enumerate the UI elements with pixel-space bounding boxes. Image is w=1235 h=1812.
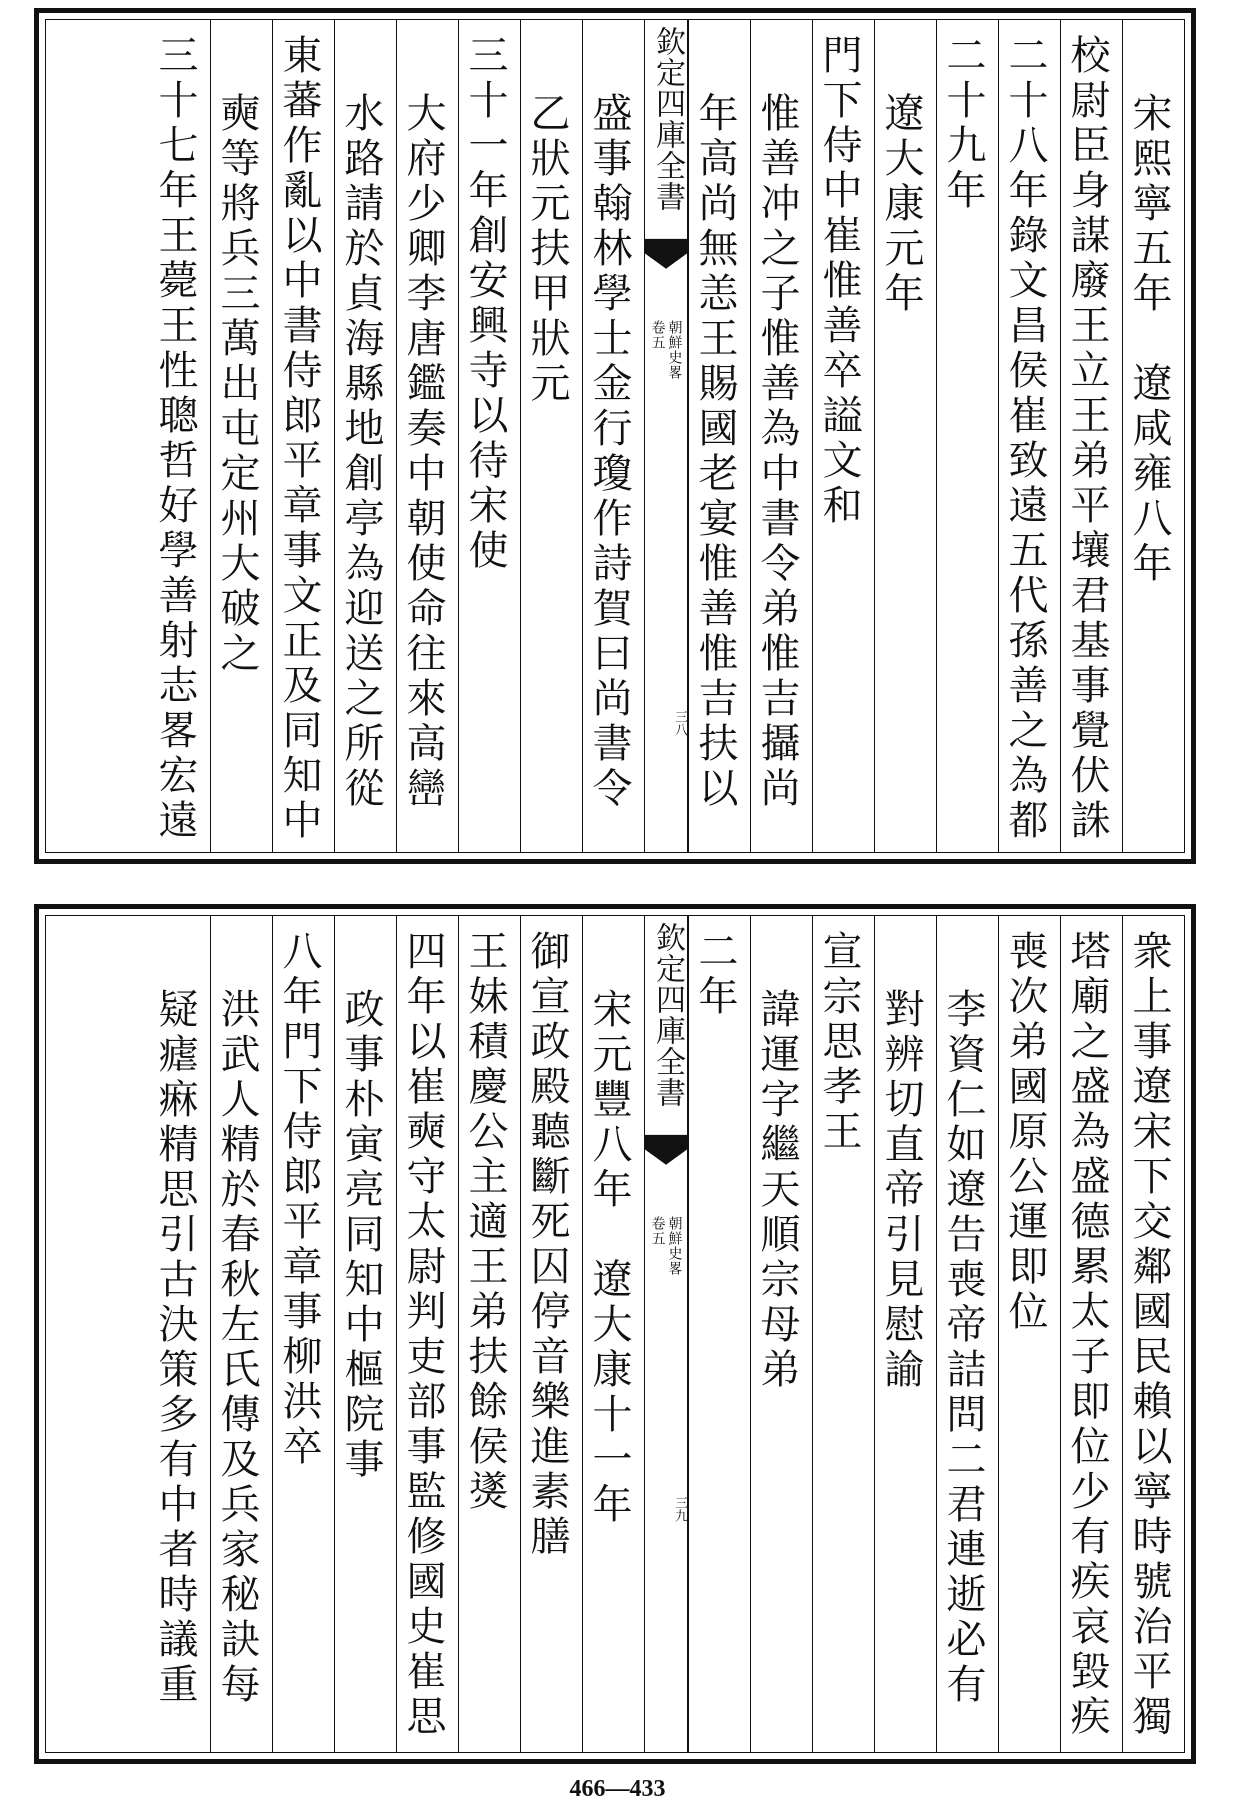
spine-book-title: 朝鮮史畧 bbox=[666, 320, 683, 380]
center-spine bbox=[644, 916, 688, 1752]
spine-title: 欽定四庫全書 bbox=[650, 922, 685, 1108]
text-column: 二年 bbox=[688, 916, 750, 1752]
bottom-page bbox=[34, 904, 1196, 1764]
text-column: 惟善冲之子惟善為中書令弟惟吉攝尚 bbox=[750, 20, 812, 852]
spine-subtitle bbox=[647, 1216, 685, 1276]
text-column: 喪次弟國原公運即位 bbox=[998, 916, 1060, 1752]
text-column: 二十九年 bbox=[936, 20, 998, 852]
spine-volume: 卷五 bbox=[649, 1216, 666, 1246]
text-column: 大府少卿李唐鑑奏中朝使命往來高巒 bbox=[396, 20, 458, 852]
text-column: 塔廟之盛為盛德累太子即位少有疾哀毀疾 bbox=[1060, 916, 1122, 1752]
text-column: 政事朴寅亮同知中樞院事 bbox=[334, 916, 396, 1752]
text-column: 乙狀元扶甲狀元 bbox=[520, 20, 582, 852]
text-column: 門下侍中崔惟善卒謚文和 bbox=[812, 20, 874, 852]
spine-folio-number: 三九 bbox=[672, 1496, 687, 1522]
text-column: 疑瘧痳精思引古決策多有中者時議重 bbox=[152, 988, 198, 1708]
spine-folio-number: 三八 bbox=[672, 710, 687, 736]
text-column: 四年以崔奭守太尉判吏部事監修國史崔思 bbox=[396, 916, 458, 1752]
text-column: 衆上事遼宋下交鄰國民賴以寧時號治平獨 bbox=[1122, 916, 1184, 1752]
text-column: 遼大康元年 bbox=[874, 20, 936, 852]
page-footer-number: 466—433 bbox=[569, 1776, 666, 1802]
fish-tail-mark-icon bbox=[645, 1134, 687, 1174]
text-column: 三十七年王薨王性聰哲好學善射志畧宏遠 bbox=[152, 34, 198, 844]
text-column: 校尉臣身謀廢王立王弟平壤君基事覺伏誅 bbox=[1060, 20, 1122, 852]
text-column: 二十八年錄文昌侯崔致遠五代孫善之為都 bbox=[998, 20, 1060, 852]
text-column: 水路請於貞海縣地創亭為迎送之所從 bbox=[334, 20, 396, 852]
spine-title: 欽定四庫全書 bbox=[650, 26, 685, 212]
top-page-text-frame bbox=[45, 19, 1185, 853]
text-column: 御宣政殿聽斷死囚停音樂進素膳 bbox=[520, 916, 582, 1752]
top-page bbox=[34, 8, 1196, 864]
text-column: 對辨切直帝引見慰諭 bbox=[874, 916, 936, 1752]
text-column: 東蕃作亂以中書侍郎平章事文正及同知中 bbox=[272, 20, 334, 852]
text-column: 王妹積慶公主適王弟扶餘侯㸂 bbox=[458, 916, 520, 1752]
text-column: 洪武人精於春秋左氏傳及兵家秘訣每 bbox=[210, 916, 272, 1752]
text-column: 奭等將兵三萬出屯定州大破之 bbox=[210, 20, 272, 852]
bottom-page-text-frame bbox=[45, 915, 1185, 1753]
text-column: 宋元豐八年 遼大康十一年 bbox=[582, 916, 644, 1752]
text-column: 年高尚無恙王賜國老宴惟善惟吉扶以 bbox=[688, 20, 750, 852]
center-spine bbox=[644, 20, 688, 852]
text-column: 李資仁如遼告喪帝詰問二君連逝必有 bbox=[936, 916, 998, 1752]
text-column: 盛事翰林學士金行瓊作詩賀曰尚書令 bbox=[582, 20, 644, 852]
spine-volume: 卷五 bbox=[649, 320, 666, 350]
text-column: 宣宗思孝王 bbox=[812, 916, 874, 1752]
text-column: 八年門下侍郎平章事柳洪卒 bbox=[272, 916, 334, 1752]
spine-book-title: 朝鮮史畧 bbox=[666, 1216, 683, 1276]
text-column: 三十一年創安興寺以待宋使 bbox=[458, 20, 520, 852]
text-column: 宋熙寧五年 遼咸雍八年 bbox=[1122, 20, 1184, 852]
fish-tail-mark-icon bbox=[645, 238, 687, 278]
spine-subtitle bbox=[647, 320, 685, 380]
text-column: 諱運字繼天順宗母弟 bbox=[750, 916, 812, 1752]
